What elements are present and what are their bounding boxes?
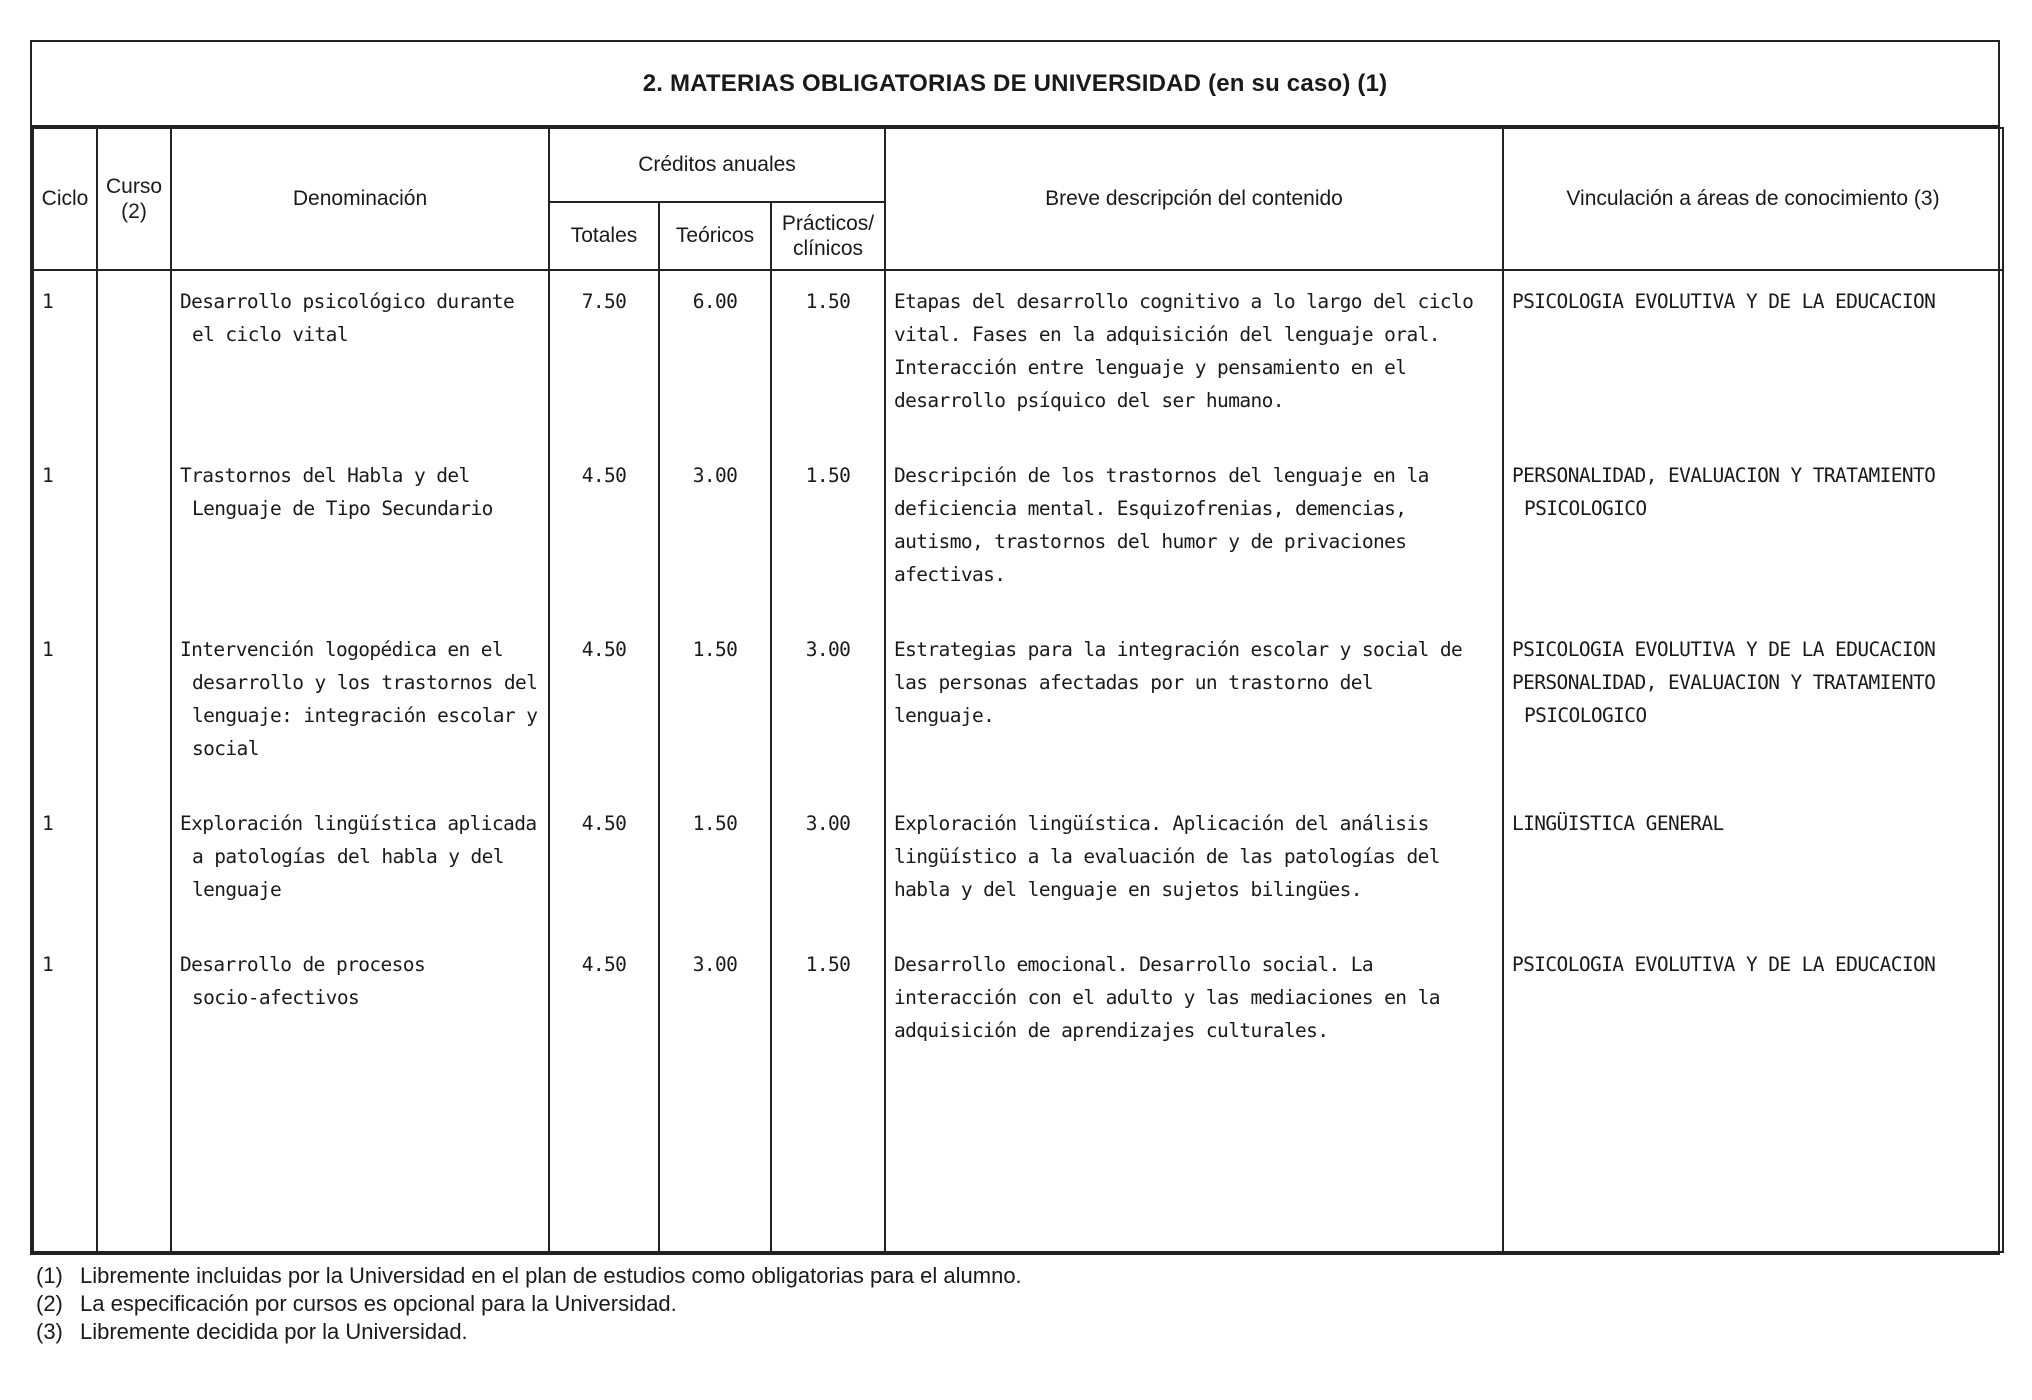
cell-vinculacion-line: PSICOLOGICO xyxy=(1524,704,1647,727)
cell-curso xyxy=(97,934,171,1075)
footnote xyxy=(36,1290,1022,1318)
cell-curso xyxy=(97,793,171,934)
footnote-text: La especificación por cursos es opcional para la Universidad. xyxy=(80,1291,677,1316)
header-row-1 xyxy=(33,128,2003,202)
cell-vinculacion xyxy=(1503,445,2003,619)
cell-denominacion-line: Trastornos del Habla y del xyxy=(180,464,470,487)
cell-vinculacion xyxy=(1503,934,2003,1075)
cell-practicos: 3.00 xyxy=(771,793,885,934)
cell-vinculacion-line: LINGÜISTICA GENERAL xyxy=(1512,812,1724,835)
cell-ciclo: 1 xyxy=(33,934,97,1075)
cell-descripcion-line: adquisición de aprendizajes culturales. xyxy=(894,1019,1329,1042)
cell-descripcion-line: Exploración lingüística. Aplicación del análisis xyxy=(894,812,1429,835)
cell-practicos: 1.50 xyxy=(771,445,885,619)
table-filler-row xyxy=(33,1075,2003,1252)
col-header-creditos: Créditos anuales xyxy=(549,128,885,202)
cell-ciclo: 1 xyxy=(33,445,97,619)
cell-descripcion-line: afectivas. xyxy=(894,563,1006,586)
cell-vinculacion-line: PSICOLOGIA EVOLUTIVA Y DE LA EDUCACION xyxy=(1512,638,1936,661)
document-table-frame xyxy=(30,40,2000,1255)
cell-teoricos: 1.50 xyxy=(659,793,771,934)
footnote-text: Libremente decidida por la Universidad. xyxy=(80,1319,468,1344)
cell-curso xyxy=(97,270,171,445)
col-header-denominacion: Denominación xyxy=(171,128,549,270)
cell-vinculacion-line: PSICOLOGIA EVOLUTIVA Y DE LA EDUCACION xyxy=(1512,953,1936,976)
table-row xyxy=(33,619,2003,793)
cell-descripcion xyxy=(885,445,1503,619)
cell-descripcion-line: lenguaje. xyxy=(894,704,995,727)
footnote xyxy=(36,1318,1022,1346)
cell-denominacion-line: desarrollo y los trastornos del xyxy=(192,671,538,694)
cell-descripcion xyxy=(885,934,1503,1075)
cell-vinculacion xyxy=(1503,270,2003,445)
cell-teoricos: 1.50 xyxy=(659,619,771,793)
cell-totales: 4.50 xyxy=(549,934,659,1075)
cell-descripcion-line: interacción con el adulto y las mediaciones en la xyxy=(894,986,1440,1009)
table-body xyxy=(33,270,2003,1252)
cell-descripcion-line: Etapas del desarrollo cognitivo a lo largo del ciclo xyxy=(894,290,1474,313)
empty-cell xyxy=(885,1075,1503,1252)
cell-denominacion-line: lenguaje: integración escolar y xyxy=(192,704,538,727)
cell-descripcion xyxy=(885,619,1503,793)
cell-totales: 4.50 xyxy=(549,793,659,934)
footnote xyxy=(36,1262,1022,1290)
footnotes xyxy=(36,1262,1022,1346)
cell-practicos: 3.00 xyxy=(771,619,885,793)
cell-descripcion xyxy=(885,270,1503,445)
cell-descripcion-line: Descripción de los trastornos del lenguaje en la xyxy=(894,464,1429,487)
cell-descripcion-line: lingüístico a la evaluación de las patologías del xyxy=(894,845,1440,868)
empty-cell xyxy=(771,1075,885,1252)
cell-denominacion-line: socio-afectivos xyxy=(192,986,360,1009)
cell-descripcion xyxy=(885,793,1503,934)
footnote-number: (2) xyxy=(36,1291,63,1316)
cell-descripcion-line: desarrollo psíquico del ser humano. xyxy=(894,389,1284,412)
col-header-vinculacion: Vinculación a áreas de conocimiento (3) xyxy=(1503,128,2003,270)
footnote-number: (3) xyxy=(36,1319,63,1344)
col-header-totales: Totales xyxy=(549,202,659,270)
footnote-number: (1) xyxy=(36,1263,63,1288)
cell-ciclo: 1 xyxy=(33,270,97,445)
table-row xyxy=(33,934,2003,1075)
cell-descripcion-line: Desarrollo emocional. Desarrollo social. La xyxy=(894,953,1374,976)
cell-denominacion xyxy=(171,793,549,934)
col-header-ciclo: Ciclo xyxy=(33,128,97,270)
cell-ciclo: 1 xyxy=(33,619,97,793)
cell-teoricos: 3.00 xyxy=(659,445,771,619)
cell-denominacion-line: Exploración lingüística aplicada xyxy=(180,812,537,835)
cell-ciclo: 1 xyxy=(33,793,97,934)
col-header-practicos: Prácticos/ clínicos xyxy=(771,202,885,270)
cell-practicos: 1.50 xyxy=(771,934,885,1075)
cell-descripcion-line: Estrategias para la integración escolar y social de xyxy=(894,638,1463,661)
empty-cell xyxy=(97,1075,171,1252)
empty-cell xyxy=(171,1075,549,1252)
footnote-text: Libremente incluidas por la Universidad en el plan de estudios como obligatorias para el alumno. xyxy=(80,1263,1022,1288)
table-row xyxy=(33,793,2003,934)
col-header-curso: Curso (2) xyxy=(97,128,171,270)
cell-vinculacion xyxy=(1503,793,2003,934)
table-row xyxy=(33,445,2003,619)
cell-descripcion-line: vital. Fases en la adquisición del lenguaje oral. xyxy=(894,323,1440,346)
cell-descripcion-line: autismo, trastornos del humor y de privaciones xyxy=(894,530,1407,553)
cell-denominacion xyxy=(171,270,549,445)
empty-cell xyxy=(659,1075,771,1252)
cell-denominacion-line: social xyxy=(192,737,259,760)
empty-cell xyxy=(33,1075,97,1252)
cell-denominacion-line: el ciclo vital xyxy=(192,323,348,346)
cell-curso xyxy=(97,619,171,793)
cell-denominacion-line: Desarrollo de procesos xyxy=(180,953,426,976)
cell-descripcion-line: deficiencia mental. Esquizofrenias, demencias, xyxy=(894,497,1407,520)
cell-totales: 4.50 xyxy=(549,619,659,793)
col-header-descripcion: Breve descripción del contenido xyxy=(885,128,1503,270)
cell-descripcion-line: habla y del lenguaje en sujetos bilingües. xyxy=(894,878,1362,901)
section-title: 2. MATERIAS OBLIGATORIAS DE UNIVERSIDAD (en su caso) (1) xyxy=(642,69,1388,97)
cell-denominacion xyxy=(171,619,549,793)
section-title-row xyxy=(32,42,1998,127)
col-header-teoricos: Teóricos xyxy=(659,202,771,270)
cell-denominacion-line: a patologías del habla y del xyxy=(192,845,504,868)
cell-vinculacion-line: PERSONALIDAD, EVALUACION Y TRATAMIENTO xyxy=(1512,464,1936,487)
cell-descripcion-line: las personas afectadas por un trastorno del xyxy=(894,671,1374,694)
cell-denominacion-line: Intervención logopédica en el xyxy=(180,638,504,661)
cell-denominacion xyxy=(171,445,549,619)
cell-denominacion-line: lenguaje xyxy=(192,878,282,901)
cell-vinculacion-line: PSICOLOGICO xyxy=(1524,497,1647,520)
cell-descripcion-line: Interacción entre lenguaje y pensamiento en el xyxy=(894,356,1407,379)
table-row xyxy=(33,270,2003,445)
cell-teoricos: 3.00 xyxy=(659,934,771,1075)
cell-denominacion xyxy=(171,934,549,1075)
cell-vinculacion-line: PSICOLOGIA EVOLUTIVA Y DE LA EDUCACION xyxy=(1512,290,1936,313)
subjects-table xyxy=(32,127,2004,1253)
empty-cell xyxy=(549,1075,659,1252)
cell-totales: 7.50 xyxy=(549,270,659,445)
cell-teoricos: 6.00 xyxy=(659,270,771,445)
cell-vinculacion-line: PERSONALIDAD, EVALUACION Y TRATAMIENTO xyxy=(1512,671,1936,694)
cell-denominacion-line: Lenguaje de Tipo Secundario xyxy=(192,497,493,520)
cell-vinculacion xyxy=(1503,619,2003,793)
empty-cell xyxy=(1503,1075,2003,1252)
cell-totales: 4.50 xyxy=(549,445,659,619)
cell-practicos: 1.50 xyxy=(771,270,885,445)
cell-denominacion-line: Desarrollo psicológico durante xyxy=(180,290,515,313)
cell-curso xyxy=(97,445,171,619)
